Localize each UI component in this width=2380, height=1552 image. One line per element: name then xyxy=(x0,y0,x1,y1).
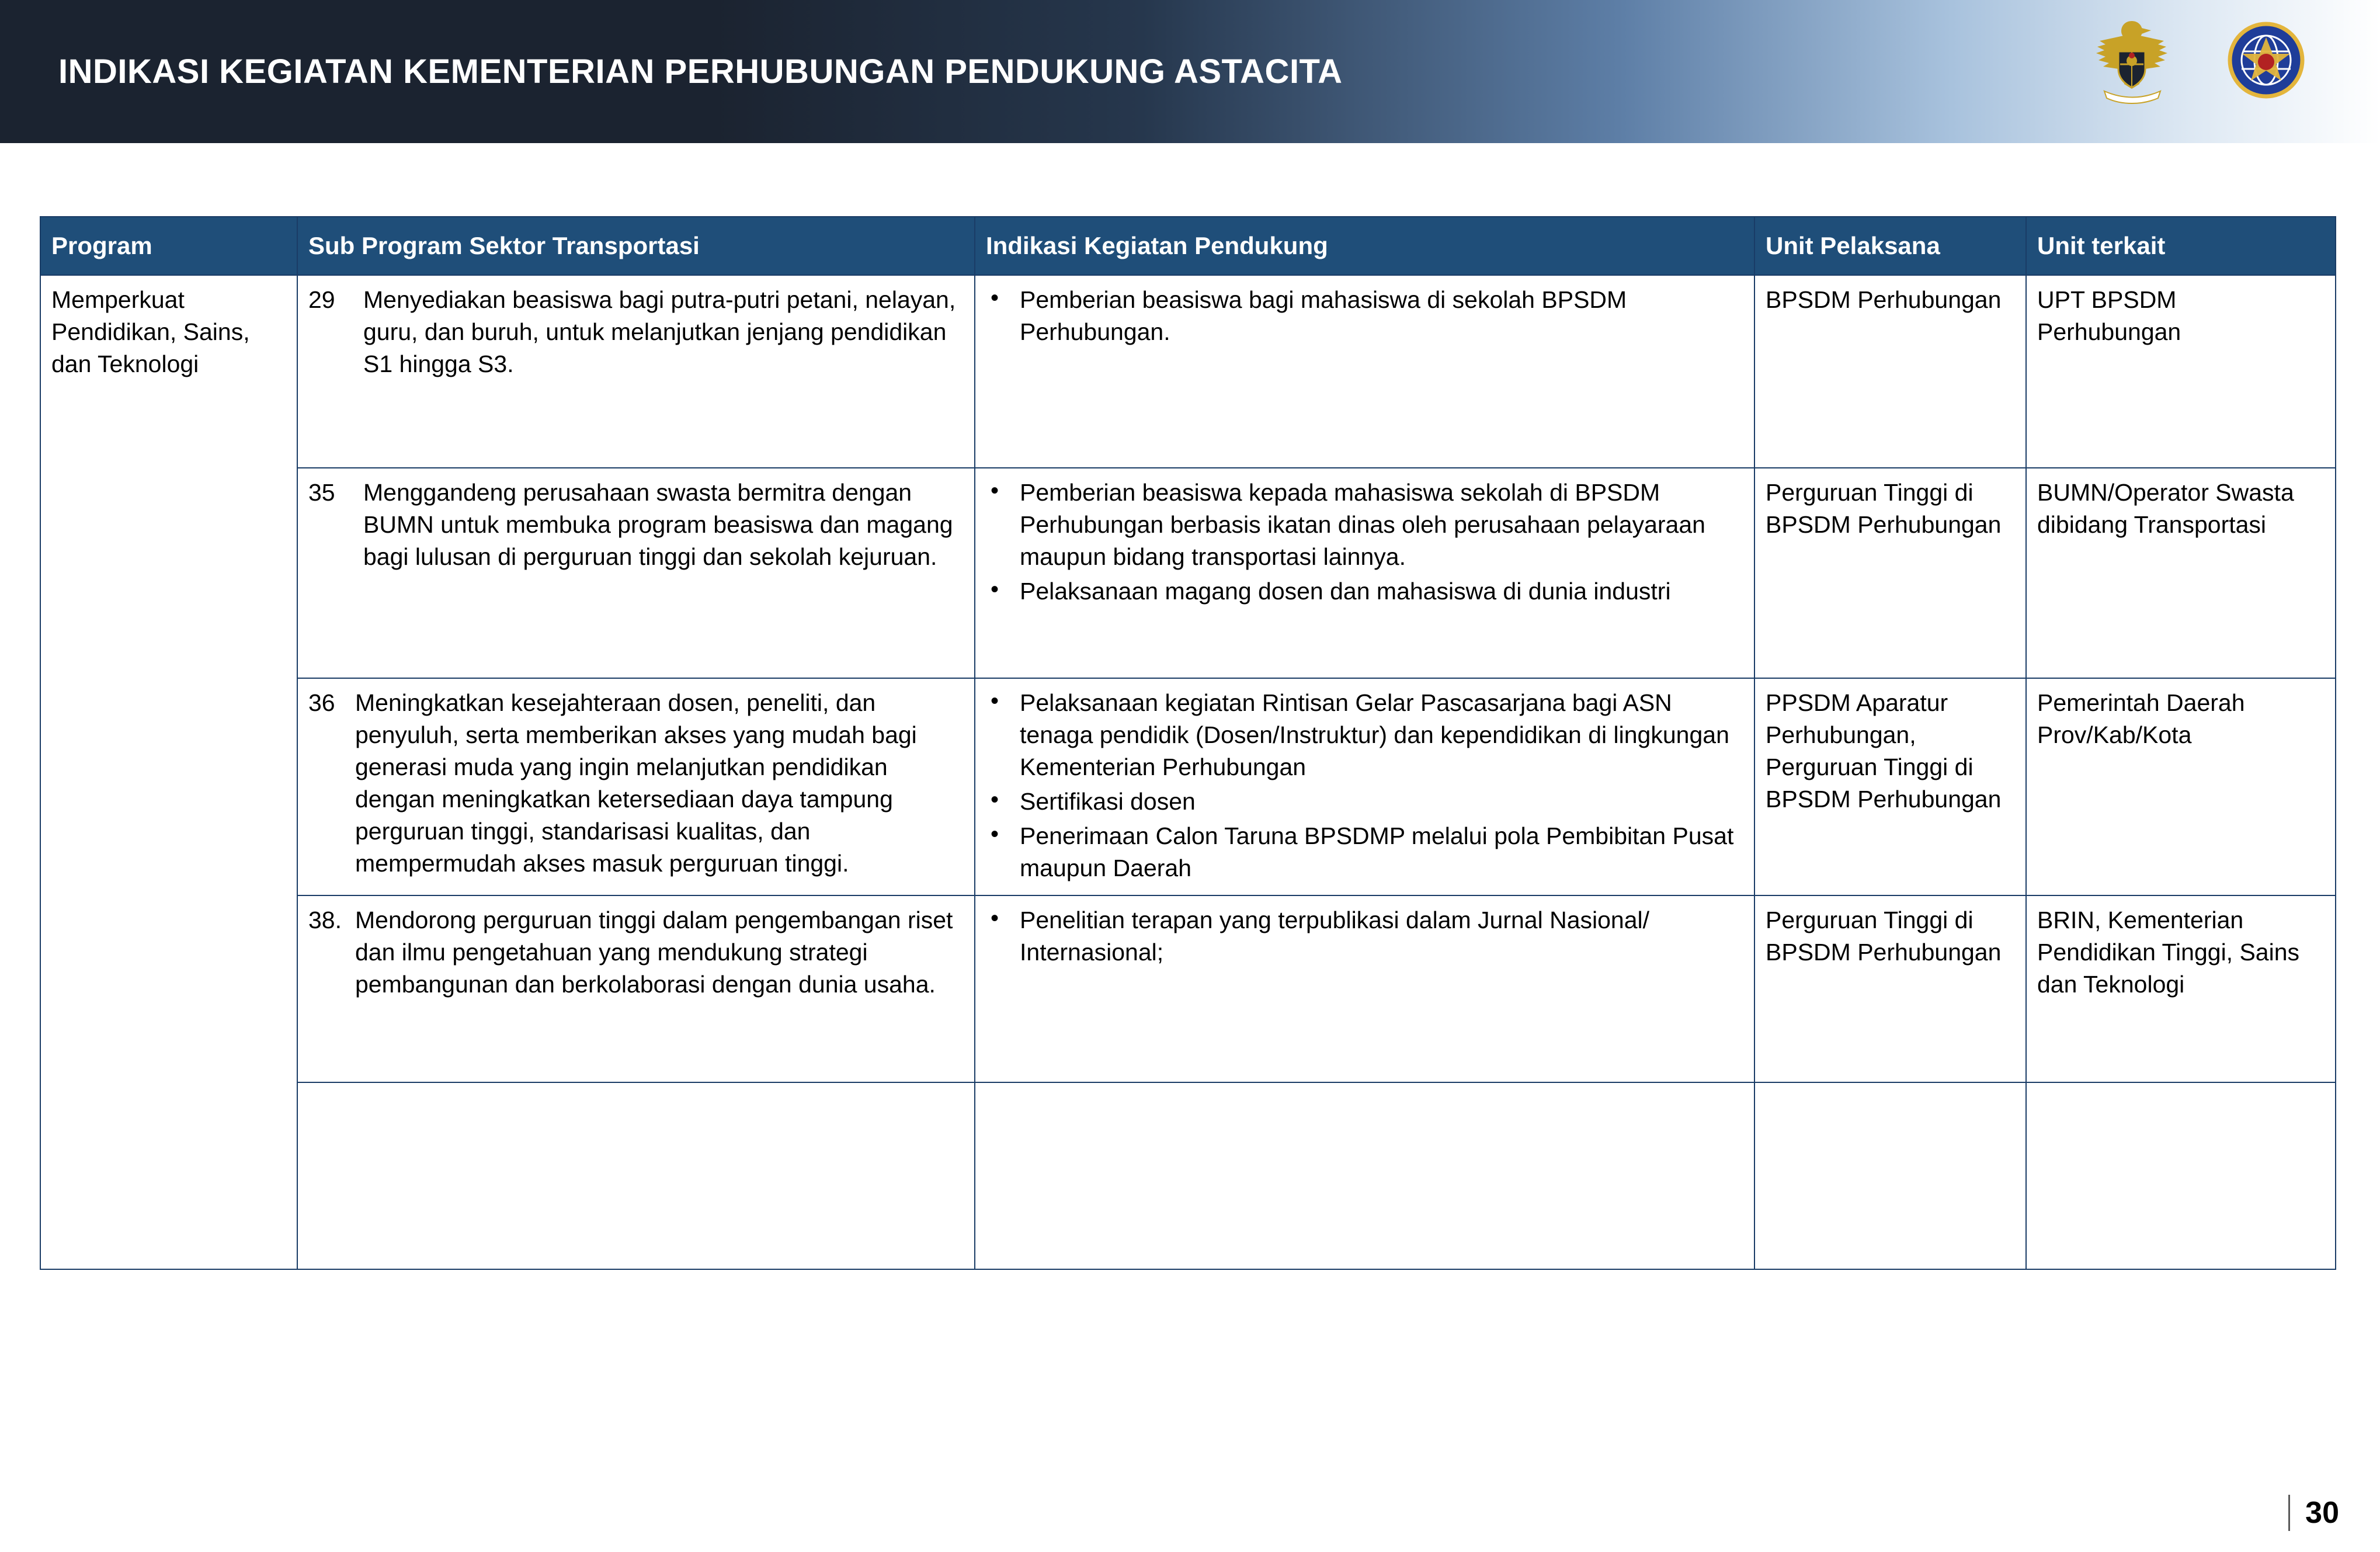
slide-header xyxy=(0,0,2380,143)
list-item: • Pemberian beasiswa bagi mahasiswa di sekolah BPSDM Perhubungan. xyxy=(986,284,1743,348)
footer-divider xyxy=(2288,1495,2290,1531)
sub-program-cell xyxy=(297,678,975,895)
table-row xyxy=(40,468,2336,678)
content-table-container xyxy=(40,216,2335,1270)
sub-program-cell-empty xyxy=(297,1082,975,1269)
sub-program-text: Menggandeng perusahaan swasta bermitra dengan BUMN untuk membuka program beasiswa dan magang bagi lulusan di perguruan tinggi dan sekolah kejuruan. xyxy=(363,479,953,570)
sub-program-number: 38. xyxy=(308,906,342,933)
unit-terkait-cell-empty xyxy=(2026,1082,2336,1269)
slide-footer xyxy=(2288,1495,2339,1531)
sub-program-number: 29 xyxy=(308,286,335,313)
list-item: • Penerimaan Calon Taruna BPSDMP melalui pola Pembibitan Pusat maupun Daerah xyxy=(986,820,1743,884)
sub-program-text: Mendorong perguruan tinggi dalam pengembangan riset dan ilmu pengetahuan yang mendukung strategi pembangunan dan berkolaborasi dengan dunia usaha. xyxy=(355,906,953,998)
unit-pelaksana-cell-empty xyxy=(1754,1082,2026,1269)
sub-program-text: Menyediakan beasiswa bagi putra-putri petani, nelayan, guru, dan buruh, untuk melanjutkan jenjang pendidikan S1 hingga S3. xyxy=(363,286,956,377)
column-header-program: Program xyxy=(40,217,297,275)
table-row xyxy=(40,275,2336,468)
sub-program-number: 35 xyxy=(308,479,335,506)
list-item: • Penelitian terapan yang terpublikasi dalam Jurnal Nasional/ Internasional; xyxy=(986,904,1743,968)
column-header-indikasi: Indikasi Kegiatan Pendukung xyxy=(975,217,1754,275)
sub-program-cell xyxy=(297,895,975,1082)
unit-terkait-cell: Pemerintah Daerah Prov/Kab/Kota xyxy=(2026,678,2336,895)
sub-program-text: Meningkatkan kesejahteraan dosen, peneliti, dan penyuluh, serta memberikan akses yang mudah bagi generasi muda yang ingin melanjutkan pendidikan dengan meningkatkan ketersediaan daya tampung perguruan tinggi, standarisasi kualitas, dan mempermudah akses masuk perguruan tinggi. xyxy=(355,689,917,877)
indikasi-cell-empty xyxy=(975,1082,1754,1269)
unit-pelaksana-cell: BPSDM Perhubungan xyxy=(1754,275,2026,468)
table-header-row xyxy=(40,217,2336,275)
sub-program-cell xyxy=(297,275,975,468)
page-number: 30 xyxy=(2305,1496,2339,1530)
column-header-unit-pelaksana: Unit Pelaksana xyxy=(1754,217,2026,275)
table-row xyxy=(40,678,2336,895)
list-item: • Pemberian beasiswa kepada mahasiswa sekolah di BPSDM Perhubungan berbasis ikatan dinas oleh perusahaan pelayaraan maupun bidang transportasi lainnya. xyxy=(986,477,1743,573)
list-item: • Pelaksanaan kegiatan Rintisan Gelar Pascasarjana bagi ASN tenaga pendidik (Dosen/Instruktur) dan kependidikan di lingkungan Kementerian Perhubungan xyxy=(986,687,1743,783)
unit-terkait-cell: BRIN, Kementerian Pendidikan Tinggi, Sains dan Teknologi xyxy=(2026,895,2336,1082)
unit-terkait-cell: UPT BPSDM Perhubungan xyxy=(2026,275,2336,468)
unit-pelaksana-cell: PPSDM Aparatur Perhubungan, Perguruan Tinggi di BPSDM Perhubungan xyxy=(1754,678,2026,895)
sub-program-cell xyxy=(297,468,975,678)
list-item: • Pelaksanaan magang dosen dan mahasiswa di dunia industri xyxy=(986,575,1743,607)
indikasi-cell xyxy=(975,678,1754,895)
program-cell: Memperkuat Pendidikan, Sains, dan Teknologi xyxy=(40,275,297,1269)
table-row xyxy=(40,895,2336,1082)
unit-terkait-cell: BUMN/Operator Swasta dibidang Transportasi xyxy=(2026,468,2336,678)
header-logos xyxy=(2088,11,2310,110)
unit-pelaksana-cell: Perguruan Tinggi di BPSDM Perhubungan xyxy=(1754,895,2026,1082)
unit-pelaksana-cell: Perguruan Tinggi di BPSDM Perhubungan xyxy=(1754,468,2026,678)
indikasi-cell xyxy=(975,895,1754,1082)
list-item: • Sertifikasi dosen xyxy=(986,786,1743,818)
indikasi-cell xyxy=(975,275,1754,468)
indikasi-kegiatan-table xyxy=(40,216,2336,1270)
table-row-empty xyxy=(40,1082,2336,1269)
column-header-sub-program: Sub Program Sektor Transportasi xyxy=(297,217,975,275)
page-title: INDIKASI KEGIATAN KEMENTERIAN PERHUBUNGAN PENDUKUNG ASTACITA xyxy=(58,53,1343,91)
sub-program-number: 36 xyxy=(308,689,335,716)
kementerian-perhubungan-logo-icon xyxy=(2222,11,2310,110)
garuda-pancasila-emblem-icon xyxy=(2088,11,2176,110)
indikasi-cell xyxy=(975,468,1754,678)
column-header-unit-terkait: Unit terkait xyxy=(2026,217,2336,275)
